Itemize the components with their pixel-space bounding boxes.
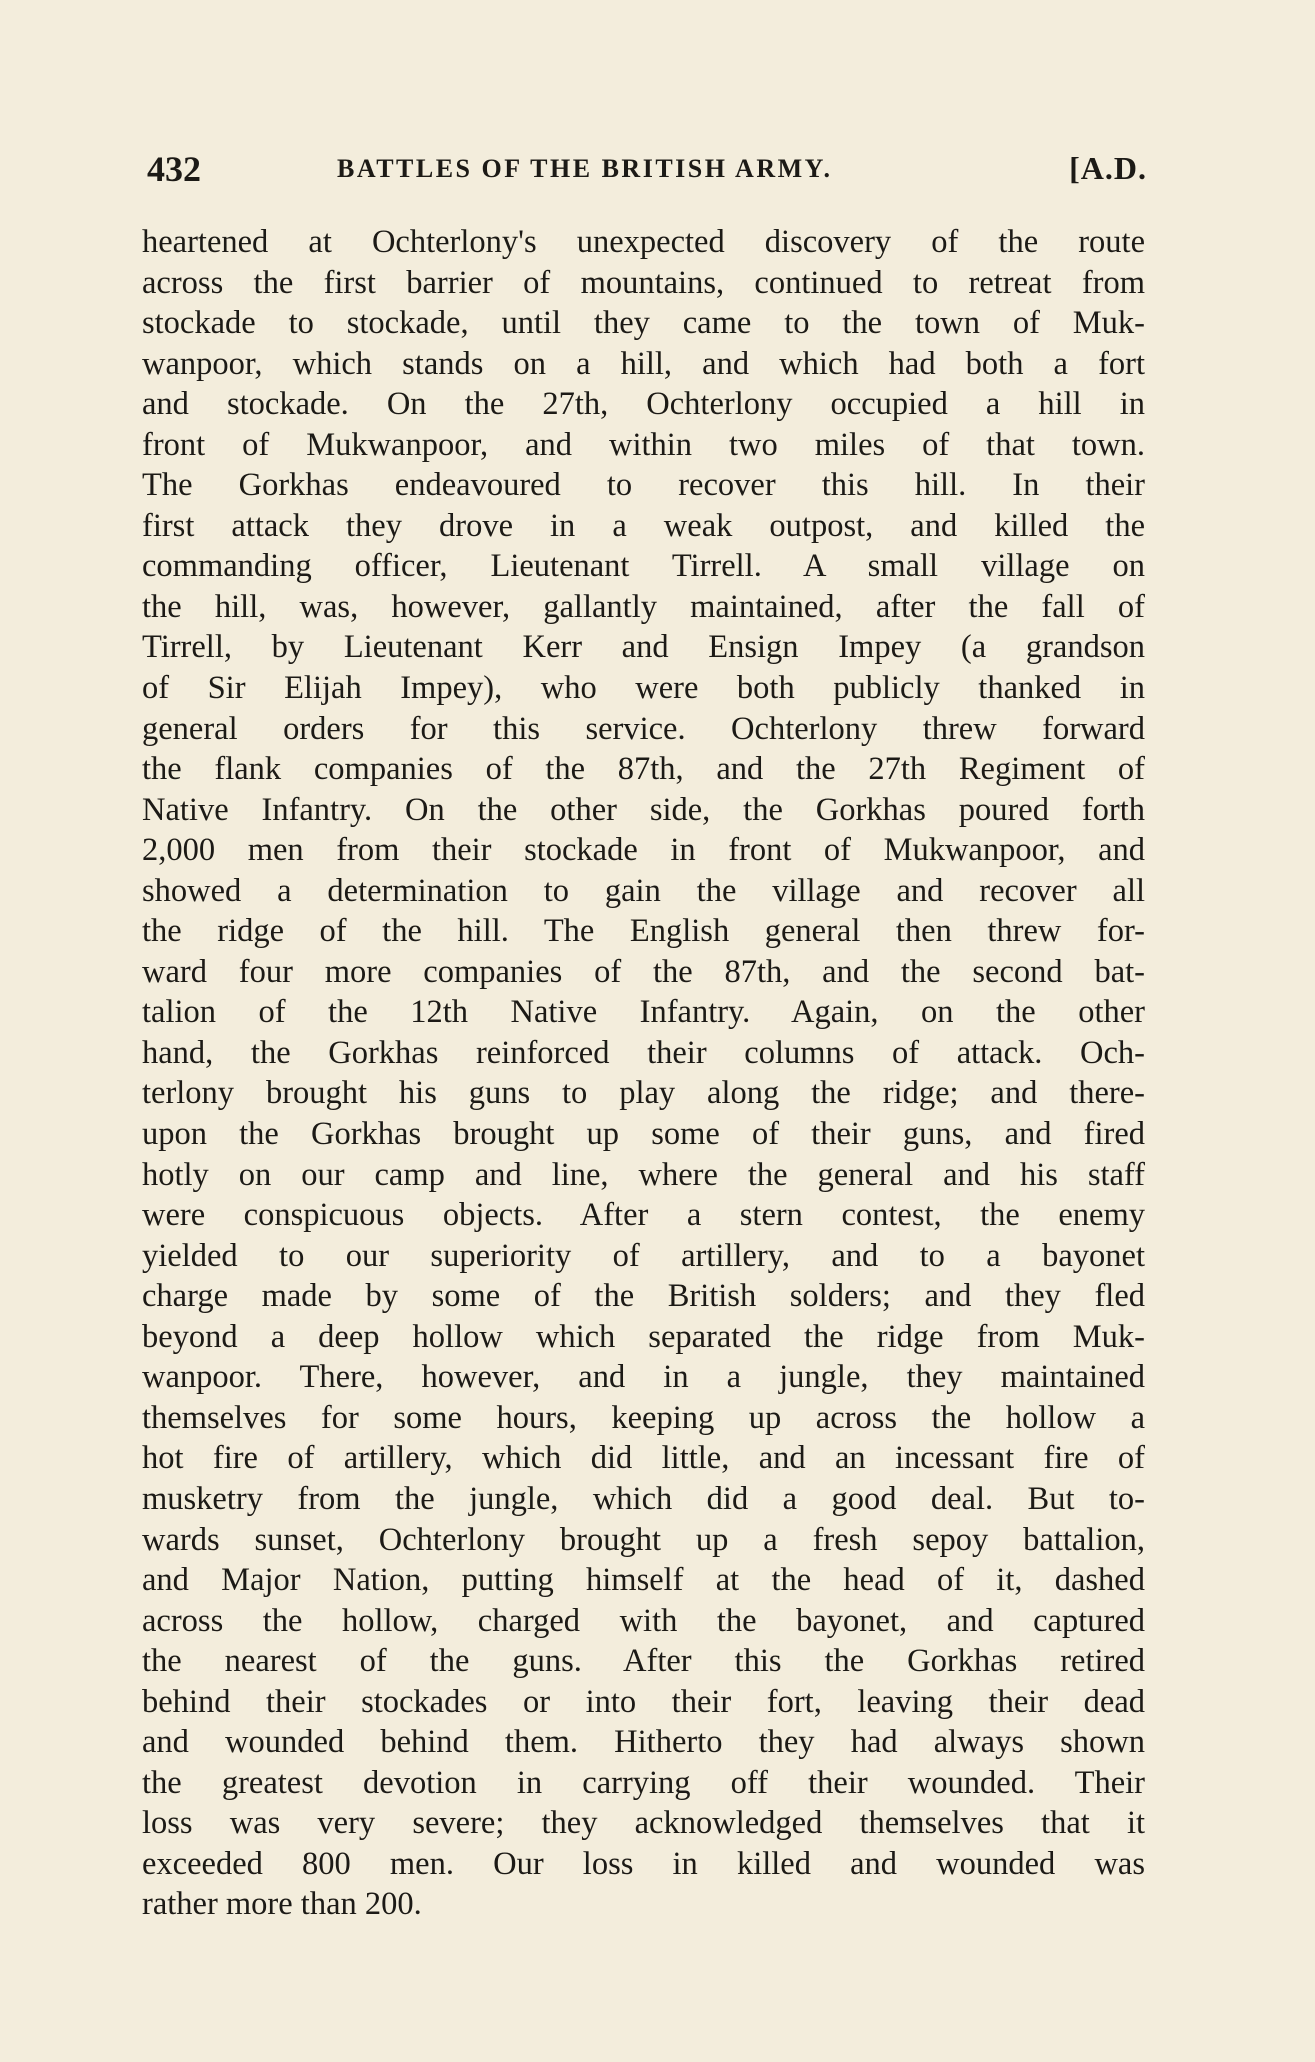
text-line: stockade to stockade, until they came to the town of Muk-: [142, 305, 1145, 342]
text-line: upon the Gorkhas brought up some of their guns, and fired: [142, 1116, 1145, 1153]
text-line: exceeded 800 men. Our loss in killed and wounded was: [142, 1845, 1145, 1882]
text-line: and Major Nation, putting himself at the head of it, dashed: [142, 1562, 1145, 1599]
text-line: behind their stockades or into their fort, leaving their dead: [142, 1683, 1145, 1720]
text-line: front of Mukwanpoor, and within two miles of that town.: [142, 426, 1145, 463]
text-line: charge made by some of the British solders; and they fled: [142, 1278, 1145, 1315]
text-line: of Sir Elijah Impey), who were both publicly thanked in: [142, 670, 1145, 707]
text-line: 2,000 men from their stockade in front of Mukwanpoor, and: [142, 832, 1145, 869]
text-line: the nearest of the guns. After this the Gorkhas retired: [142, 1643, 1145, 1680]
text-line: talion of the 12th Native Infantry. Again, on the other: [142, 994, 1145, 1031]
text-line: the flank companies of the 87th, and the 27th Regiment of: [142, 751, 1145, 788]
text-line: and wounded behind them. Hitherto they had always shown: [142, 1724, 1145, 1761]
text-line: rather more than 200.: [142, 1886, 422, 1923]
text-line: terlony brought his guns to play along the ridge; and there-: [142, 1075, 1145, 1112]
page-header: [147, 148, 1147, 192]
text-line: heartened at Ochterlony's unexpected discovery of the route: [142, 224, 1145, 260]
header-date-marker: [A.D.: [1069, 150, 1147, 186]
text-line: across the hollow, charged with the bayonet, and captured: [142, 1602, 1145, 1639]
text-line: The Gorkhas endeavoured to recover this hill. In their: [142, 467, 1145, 504]
page-number: 432: [147, 149, 201, 189]
text-line: first attack they drove in a weak outpost, and killed the: [142, 507, 1145, 544]
text-line: were conspicuous objects. After a stern contest, the enemy: [142, 1197, 1145, 1234]
text-line: wanpoor, which stands on a hill, and which had both a fort: [142, 345, 1145, 382]
text-line: Native Infantry. On the other side, the Gorkhas poured forth: [142, 791, 1145, 828]
text-line: wards sunset, Ochterlony brought up a fresh sepoy battalion,: [142, 1521, 1145, 1558]
text-line: the ridge of the hill. The English general then threw for-: [142, 913, 1145, 950]
text-line: musketry from the jungle, which did a good deal. But to-: [142, 1480, 1145, 1517]
text-line: showed a determination to gain the village and recover all: [142, 872, 1145, 909]
text-line: beyond a deep hollow which separated the ridge from Muk-: [142, 1318, 1145, 1355]
text-line: ward four more companies of the 87th, and the second bat-: [142, 953, 1145, 990]
text-line: hand, the Gorkhas reinforced their columns of attack. Och-: [142, 1034, 1145, 1071]
running-title: BATTLES OF THE BRITISH ARMY.: [337, 154, 833, 183]
body-text: [142, 222, 1145, 1925]
text-line: the greatest devotion in carrying off their wounded. Their: [142, 1764, 1145, 1801]
text-line: yielded to our superiority of artillery, and to a bayonet: [142, 1237, 1145, 1274]
text-line: and stockade. On the 27th, Ochterlony occupied a hill in: [142, 386, 1145, 423]
text-line: hotly on our camp and line, where the general and his staff: [142, 1156, 1145, 1193]
text-line: loss was very severe; they acknowledged themselves that it: [142, 1805, 1145, 1842]
text-line: hot fire of artillery, which did little, and an incessant fire of: [142, 1440, 1145, 1477]
text-line: general orders for this service. Ochterlony threw forward: [142, 710, 1145, 747]
text-line: commanding officer, Lieutenant Tirrell. A small village on: [142, 548, 1145, 585]
text-line: across the first barrier of mountains, continued to retreat from: [142, 264, 1145, 301]
text-line: Tirrell, by Lieutenant Kerr and Ensign Impey (a grandson: [142, 629, 1145, 666]
text-line: the hill, was, however, gallantly maintained, after the fall of: [142, 588, 1145, 625]
text-line: wanpoor. There, however, and in a jungle, they maintained: [142, 1359, 1145, 1396]
text-line: themselves for some hours, keeping up across the hollow a: [142, 1399, 1145, 1436]
